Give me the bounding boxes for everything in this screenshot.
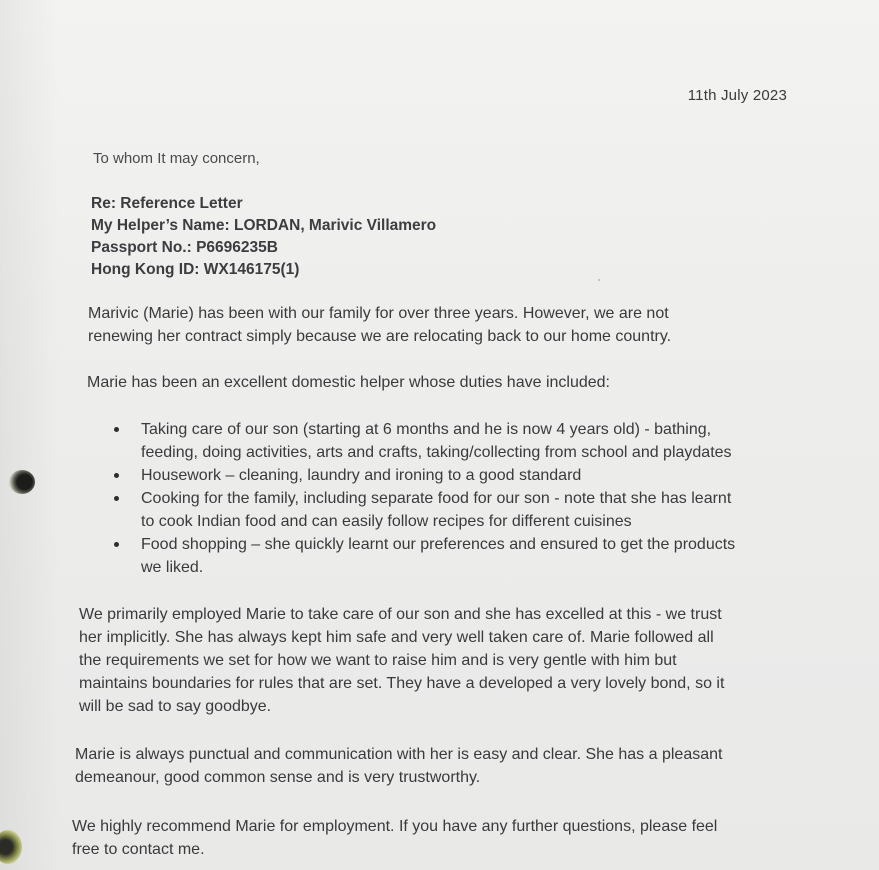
intro-paragraph: [88, 302, 671, 348]
salutation: To whom It may concern,: [93, 150, 260, 167]
paper-speck: [598, 279, 600, 281]
bullet-icon: [114, 542, 119, 547]
bullet-icon: [114, 473, 119, 478]
care-line: maintains boundaries for rules that are set. They have a developed a very lovely bond, so it: [79, 675, 725, 692]
passport-line: [91, 237, 436, 259]
character-line: demeanour, good common sense and is very trustworthy.: [75, 769, 481, 786]
duty-line: to cook Indian food and can easily follow recipes for different cuisines: [141, 513, 632, 530]
closing-paragraph: [72, 815, 717, 861]
punch-hole-icon: [9, 470, 35, 494]
subject-value: Reference Letter: [120, 195, 243, 212]
duty-line: Taking care of our son (starting at 6 months and he is now 4 years old) - bathing,: [141, 421, 712, 438]
care-line: will be sad to say goodbye.: [79, 698, 272, 715]
care-line: We primarily employed Marie to take care of our son and she has excelled at this - we trust: [79, 606, 722, 623]
closing-line: We highly recommend Marie for employment. If you have any further questions, please feel: [72, 818, 718, 835]
letter-date: 11th July 2023: [687, 87, 787, 104]
duty-line: we liked.: [141, 559, 204, 576]
helper-name-value: LORDAN, Marivic Villamero: [234, 217, 437, 234]
care-paragraph: [79, 603, 724, 718]
reference-block: [91, 193, 436, 281]
page-shadow: [0, 0, 60, 870]
list-item: [112, 533, 812, 579]
list-item: [112, 487, 812, 533]
subject-label: Re:: [91, 195, 116, 212]
helper-name-label: My Helper’s Name:: [91, 217, 230, 234]
list-item: [112, 418, 812, 464]
subject-line: [91, 193, 436, 215]
duty-line: Food shopping – she quickly learnt our preferences and ensured to get the products: [141, 536, 736, 553]
hkid-line: [91, 259, 436, 281]
character-paragraph: [75, 743, 722, 789]
list-item: [112, 464, 812, 487]
intro-line: renewing her contract simply because we are relocating back to our home country.: [88, 328, 672, 345]
punch-hole-icon: [0, 830, 22, 864]
hkid-label: Hong Kong ID:: [91, 261, 200, 278]
bullet-icon: [114, 496, 119, 501]
care-line: the requirements we set for how we want to raise him and is very gentle with him but: [79, 652, 677, 669]
duty-line: Housework – cleaning, laundry and ironing to a good standard: [141, 467, 582, 484]
duty-line: feeding, doing activities, arts and crafts, taking/collecting from school and playdates: [141, 444, 732, 461]
duty-line: Cooking for the family, including separate food for our son - note that she has learnt: [141, 490, 732, 507]
helper-name-line: [91, 215, 436, 237]
passport-value: P6696235B: [196, 239, 278, 256]
duties-list: [112, 418, 812, 579]
bullet-icon: [114, 427, 119, 432]
hkid-value: WX146175(1): [203, 261, 300, 278]
closing-line: free to contact me.: [72, 841, 205, 858]
care-line: her implicitly. She has always kept him safe and very well taken care of. Marie followed all: [79, 629, 714, 646]
intro-line: Marivic (Marie) has been with our family for over three years. However, we are not: [88, 305, 669, 322]
duties-intro: Marie has been an excellent domestic helper whose duties have included:: [87, 374, 610, 391]
passport-label: Passport No.:: [91, 239, 192, 256]
character-line: Marie is always punctual and communication with her is easy and clear. She has a pleasant: [75, 746, 723, 763]
